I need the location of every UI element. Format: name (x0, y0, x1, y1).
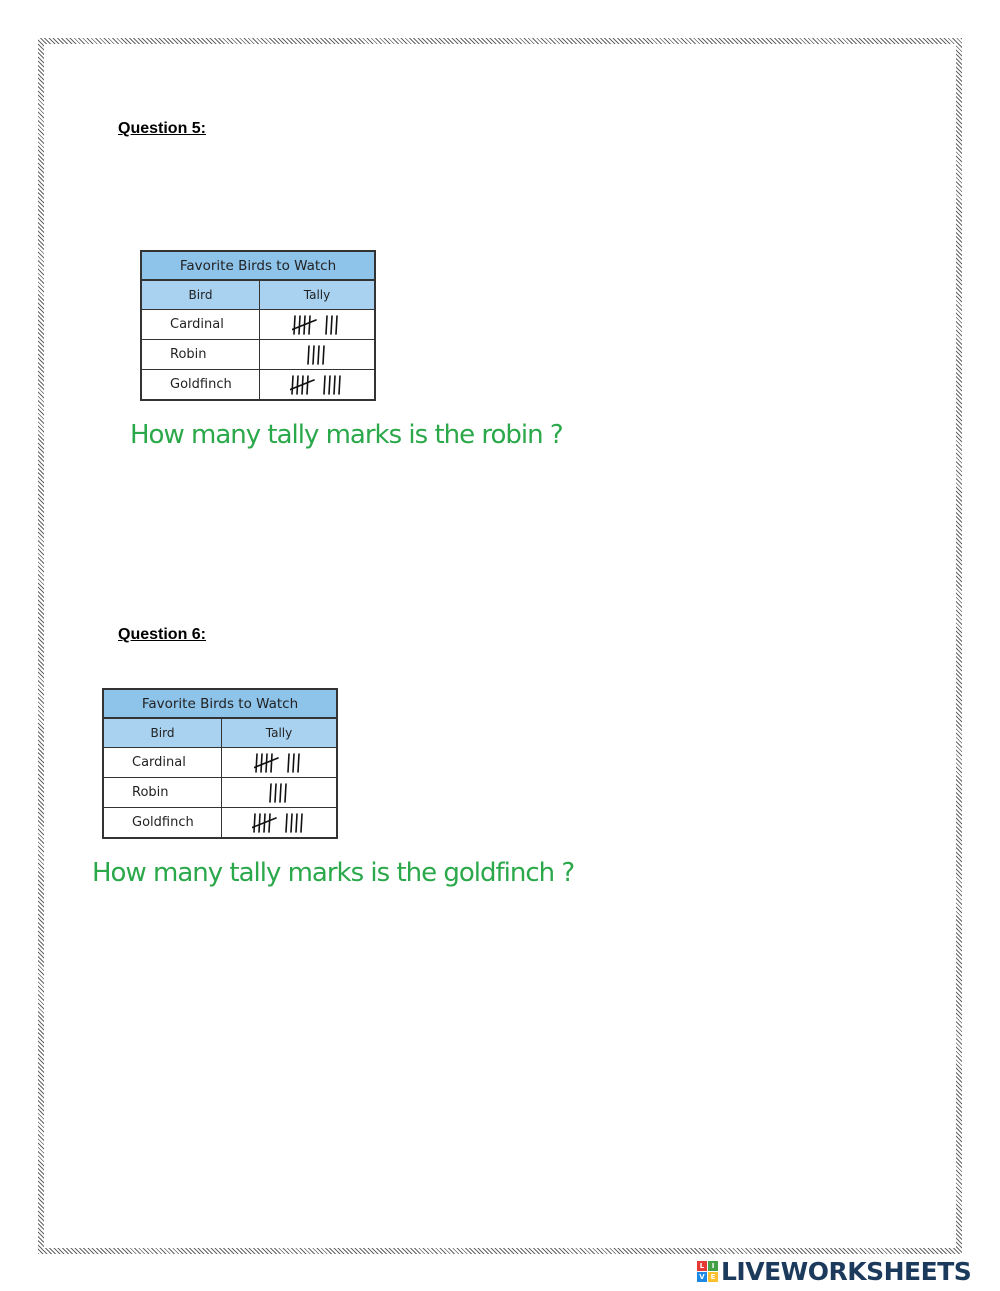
tally-marks (222, 778, 338, 808)
tally-marks (260, 370, 376, 401)
tally-mark (261, 754, 262, 772)
tally-mark (270, 784, 271, 802)
tally-marks (260, 340, 376, 370)
tally-mark (297, 376, 298, 394)
liveworksheets-logo-icon (697, 1261, 718, 1282)
tally-mark (280, 784, 281, 802)
header-tally: Tally (222, 718, 338, 748)
tally-mark (329, 376, 330, 394)
tally-mark (313, 346, 314, 364)
tally-svg (252, 812, 307, 834)
tally-mark (334, 376, 335, 394)
table-row (103, 808, 337, 839)
bird-name: Goldfinch (141, 370, 260, 401)
tally-mark (271, 754, 272, 772)
tally-mark (301, 814, 302, 832)
tally-svg (254, 752, 304, 774)
tally-mark (254, 814, 255, 832)
tally-marks (222, 748, 338, 778)
tally-mark (288, 754, 289, 772)
tally-mark (299, 316, 300, 334)
header-bird: Bird (103, 718, 222, 748)
tally-mark (296, 814, 297, 832)
tally-mark (259, 814, 260, 832)
tally-mark (293, 754, 294, 772)
bird-name: Robin (103, 778, 222, 808)
tally-mark (324, 376, 325, 394)
tally-mark (269, 814, 270, 832)
tally-mark (326, 316, 327, 334)
table-row (103, 778, 337, 808)
question-6-prompt: How many tally marks is the goldfinch ? (92, 858, 575, 888)
bird-name: Cardinal (103, 748, 222, 778)
tally-mark (285, 784, 286, 802)
page-border (38, 38, 962, 1254)
tally-mark (256, 754, 257, 772)
tally-mark (336, 316, 337, 334)
tally-mark (339, 376, 340, 394)
bird-name: Cardinal (141, 310, 260, 340)
bird-name: Robin (141, 340, 260, 370)
tally-marks (222, 808, 338, 839)
tally-mark (323, 346, 324, 364)
tally-mark (291, 814, 292, 832)
tally-svg (292, 314, 342, 336)
question-6-label: Question 6: (118, 626, 207, 643)
tally-mark (307, 376, 308, 394)
logo-letter: I (708, 1261, 718, 1271)
question-5-label: Question 5: (118, 120, 207, 137)
bird-name: Goldfinch (103, 808, 222, 839)
tally-svg (306, 344, 329, 366)
logo-letter: V (697, 1272, 707, 1282)
tally-mark (298, 754, 299, 772)
logo-letter: E (708, 1272, 718, 1282)
tally-mark (308, 346, 309, 364)
table-title: Favorite Birds to Watch (141, 251, 375, 280)
table-row (141, 310, 375, 340)
tally-mark (294, 316, 295, 334)
tally-mark (275, 784, 276, 802)
tally-mark (331, 316, 332, 334)
table-row (141, 370, 375, 401)
question-6-tally-table (102, 688, 338, 839)
header-tally: Tally (260, 280, 376, 310)
table-title: Favorite Birds to Watch (103, 689, 337, 718)
tally-svg (290, 374, 345, 396)
tally-mark (318, 346, 319, 364)
logo-letter: L (697, 1261, 707, 1271)
liveworksheets-brand (697, 1256, 971, 1286)
question-5-tally-table (140, 250, 376, 401)
question-5-prompt: How many tally marks is the robin ? (130, 420, 563, 450)
table-row (141, 340, 375, 370)
header-bird: Bird (141, 280, 260, 310)
tally-svg (268, 782, 291, 804)
tally-mark (286, 814, 287, 832)
tally-mark (292, 376, 293, 394)
brand-text: LIVEWORKSHEETS (721, 1256, 972, 1286)
tally-marks (260, 310, 376, 340)
table-row (103, 748, 337, 778)
tally-mark (309, 316, 310, 334)
